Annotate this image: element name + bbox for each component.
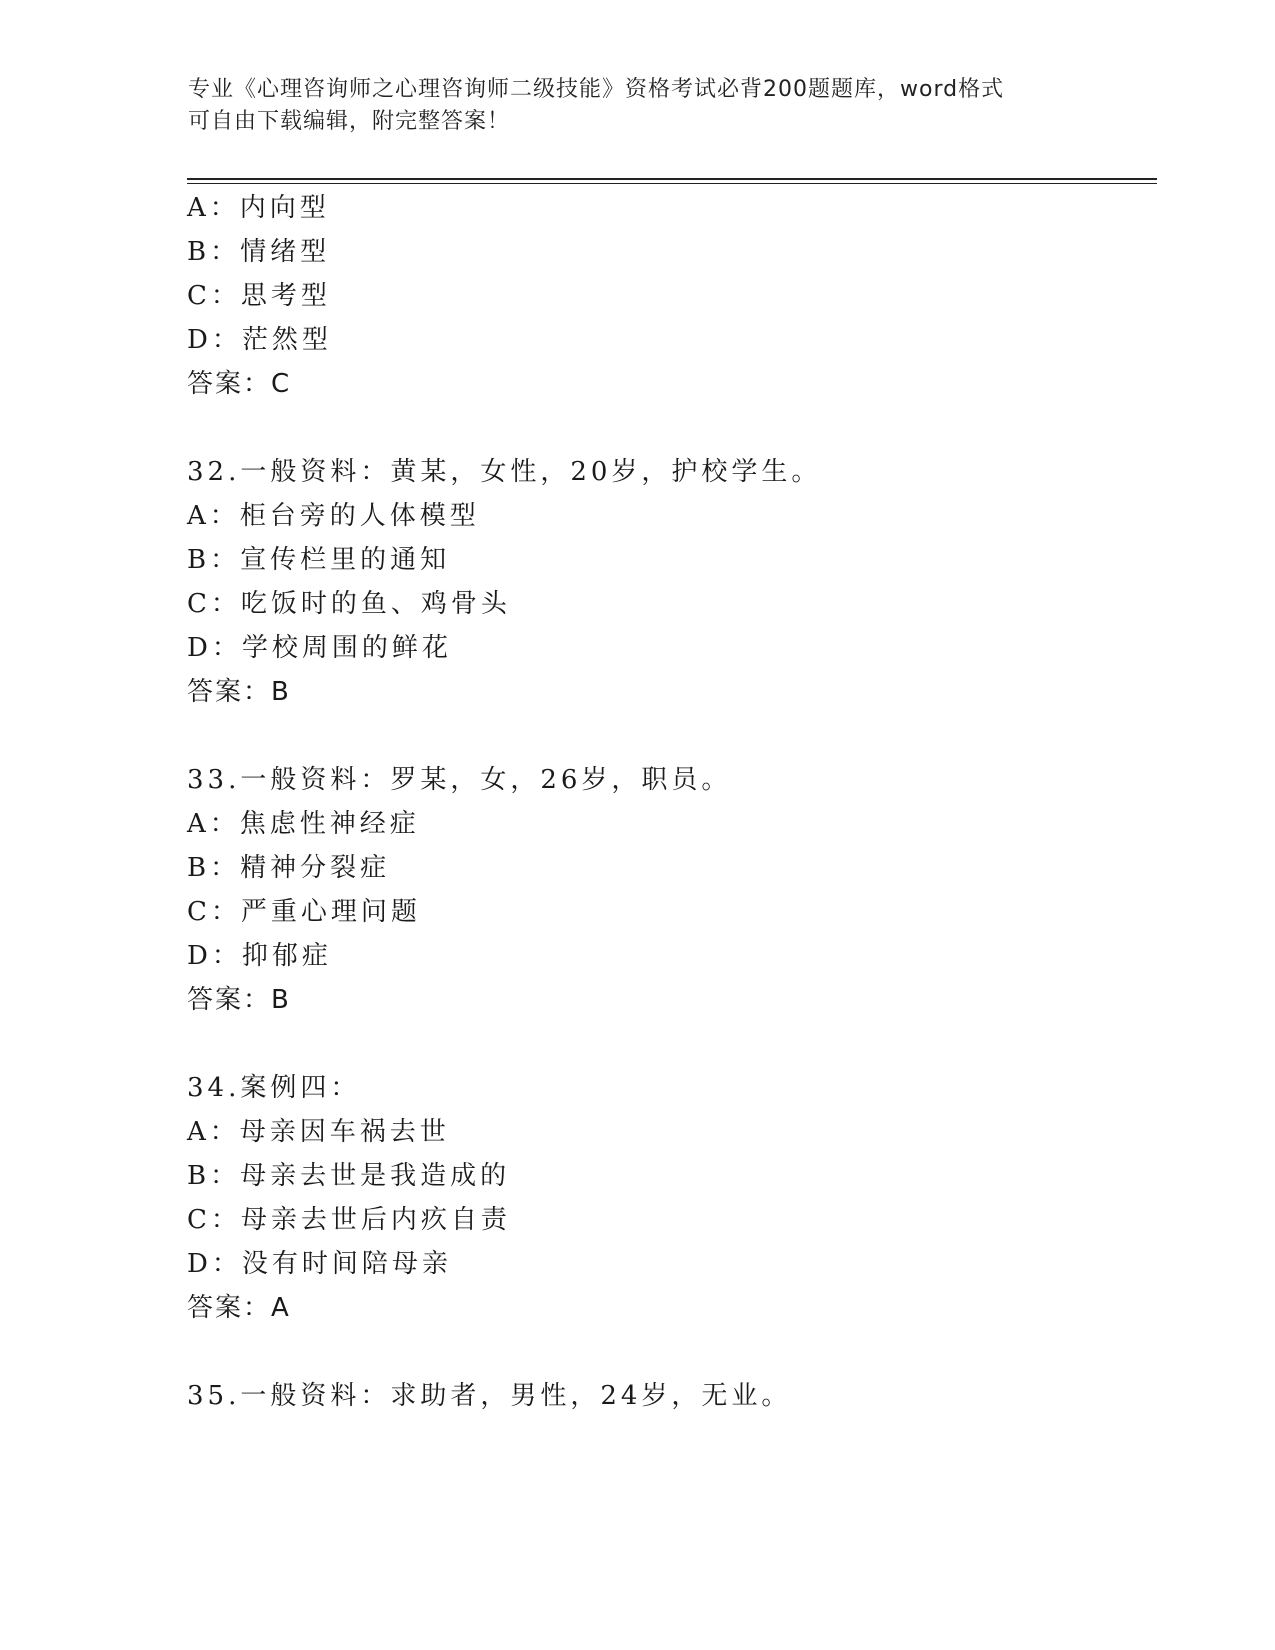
option-b: B：母亲去世是我造成的 xyxy=(187,1161,511,1191)
option-d: D：抑郁症 xyxy=(187,941,332,971)
option-a: A：母亲因车祸去世 xyxy=(187,1117,450,1147)
option-a: A：焦虑性神经症 xyxy=(187,809,420,839)
answer-label: 答案：C xyxy=(187,369,292,399)
option-a: A：内向型 xyxy=(187,193,330,223)
header-line-2: 可自由下载编辑，附完整答案！ xyxy=(188,109,511,134)
option-a: A：柜台旁的人体模型 xyxy=(187,501,480,531)
question-33: 33.一般资料：罗某，女，26岁，职员。 xyxy=(187,765,732,795)
option-c: C：吃饭时的鱼、鸡骨头 xyxy=(187,589,511,619)
question-32: 32.一般资料：黄某，女性，20岁，护校学生。 xyxy=(187,457,822,487)
option-b: B：宣传栏里的通知 xyxy=(187,545,451,575)
question-35: 35.一般资料：求助者，男性，24岁，无业。 xyxy=(187,1381,792,1411)
option-d: D：学校周围的鲜花 xyxy=(187,633,452,663)
option-c: C：严重心理问题 xyxy=(187,897,421,927)
header-divider-thick xyxy=(187,178,1157,180)
option-c: C：母亲去世后内疚自责 xyxy=(187,1205,511,1235)
option-b: B：精神分裂症 xyxy=(187,853,391,883)
question-34: 34.案例四： xyxy=(187,1073,361,1103)
answer-label: 答案：B xyxy=(187,985,291,1015)
header-divider-thin xyxy=(187,183,1157,184)
option-c: C：思考型 xyxy=(187,281,331,311)
header-line-1: 专业《心理咨询师之心理咨询师二级技能》资格考试必背200题题库，word格式 xyxy=(188,77,1005,102)
answer-label: 答案：A xyxy=(187,1293,291,1323)
option-d: D：没有时间陪母亲 xyxy=(187,1249,452,1279)
answer-label: 答案：B xyxy=(187,677,291,707)
option-d: D：茫然型 xyxy=(187,325,332,355)
option-b: B：情绪型 xyxy=(187,237,331,267)
document-header xyxy=(188,74,1088,138)
